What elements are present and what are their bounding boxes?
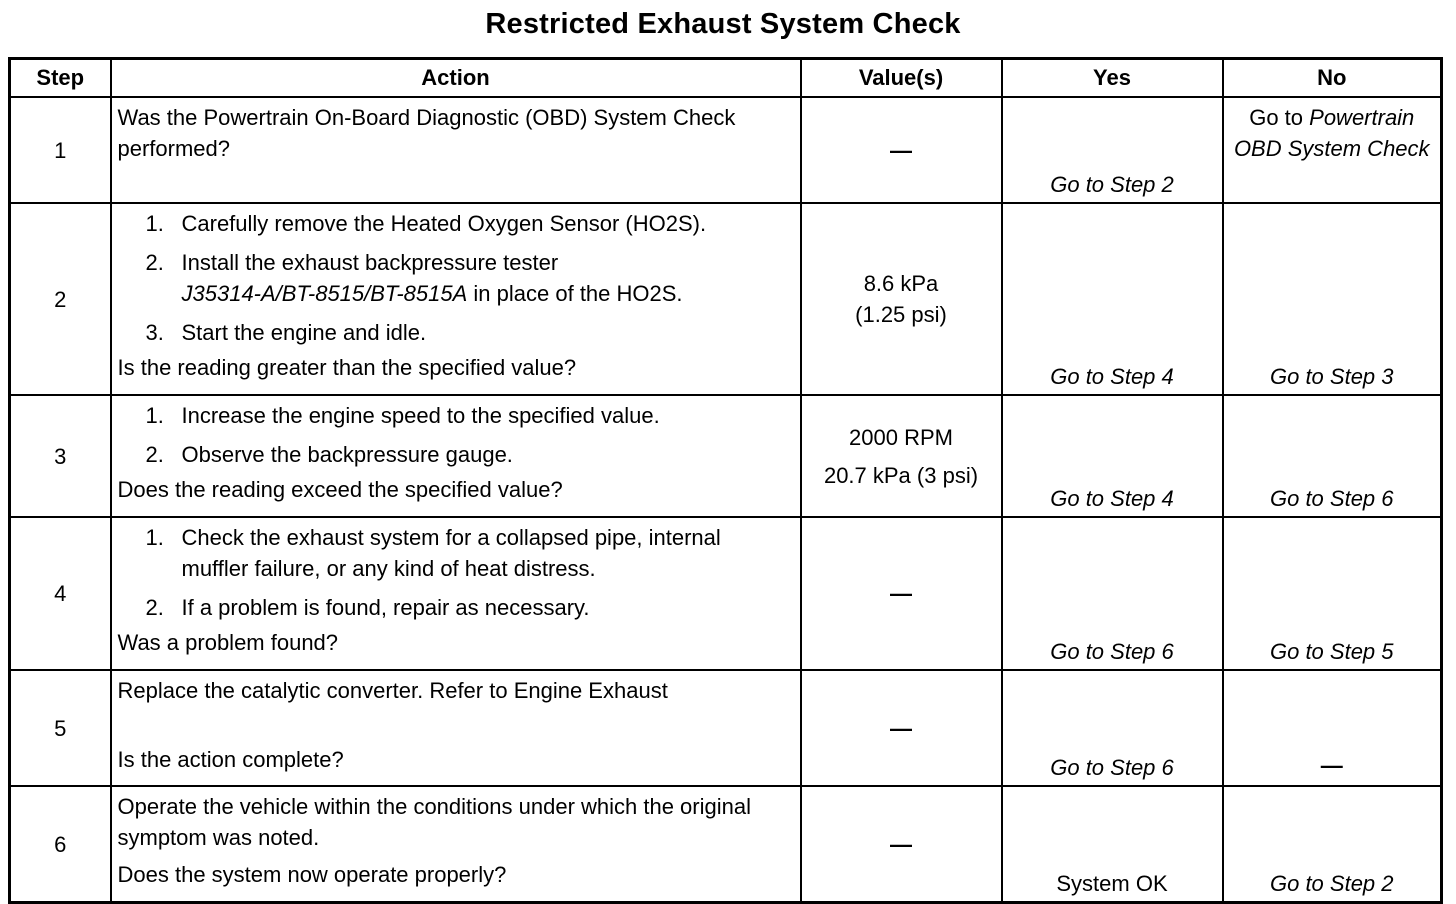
yes-cell: System OK bbox=[1002, 786, 1223, 903]
yes-cell: Go to Step 6 bbox=[1002, 670, 1223, 786]
list-text: Increase the engine speed to the specified value. bbox=[181, 403, 660, 428]
yes-cell: Go to Step 4 bbox=[1002, 203, 1223, 395]
action-question: Is the reading greater than the specified value? bbox=[117, 355, 577, 380]
step-number: 1 bbox=[10, 97, 111, 203]
no-cell: Go to Step 5 bbox=[1223, 517, 1442, 670]
list-text: Check the exhaust system for a collapsed pipe, internal muffler failure, or any kind of heat distress. bbox=[181, 525, 721, 581]
action-instruction: Replace the catalytic converter. Refer to Engine Exhaust bbox=[117, 678, 668, 703]
list-text: in place of the HO2S. bbox=[473, 281, 683, 306]
action-cell bbox=[111, 670, 801, 786]
table-row bbox=[10, 395, 1442, 517]
header-action: Action bbox=[111, 59, 801, 98]
list-number: 1. bbox=[145, 525, 164, 550]
list-item bbox=[118, 208, 794, 239]
value-line: (1.25 psi) bbox=[855, 302, 947, 327]
value-cell bbox=[801, 517, 1002, 670]
no-prefix: Go to bbox=[1249, 105, 1304, 130]
table-row bbox=[10, 517, 1442, 670]
step-number: 5 bbox=[10, 670, 111, 786]
value-line: 8.6 kPa bbox=[863, 271, 939, 296]
list-number: 1. bbox=[145, 211, 164, 236]
action-cell bbox=[111, 203, 801, 395]
step-number: 2 bbox=[10, 203, 111, 395]
header-no: No bbox=[1223, 59, 1442, 98]
table-row bbox=[10, 670, 1442, 786]
no-cell bbox=[1223, 97, 1442, 203]
list-item bbox=[118, 592, 794, 623]
value-line: 2000 RPM bbox=[849, 424, 953, 450]
list-text: Start the engine and idle. bbox=[181, 320, 427, 345]
value-dash: — bbox=[890, 715, 912, 741]
list-number: 2. bbox=[145, 250, 164, 275]
diagnostic-table bbox=[8, 57, 1443, 904]
action-cell bbox=[111, 786, 801, 903]
value-cell bbox=[801, 670, 1002, 786]
no-link-text: Powertrain OBD System Check bbox=[1233, 105, 1430, 161]
step-number: 6 bbox=[10, 786, 111, 903]
action-instruction: Operate the vehicle within the conditions under which the original symptom was noted. bbox=[117, 794, 751, 850]
value-cell bbox=[801, 203, 1002, 395]
list-text: Carefully remove the Heated Oxygen Sensor (HO2S). bbox=[181, 211, 707, 236]
value-dash: — bbox=[890, 831, 912, 857]
table-row bbox=[10, 786, 1442, 903]
tool-number: J35314-A/BT-8515/BT-8515A bbox=[181, 281, 468, 306]
page-title: Restricted Exhaust System Check bbox=[485, 8, 961, 40]
table-header-row bbox=[10, 59, 1442, 98]
list-item bbox=[118, 400, 794, 431]
yes-cell: Go to Step 2 bbox=[1002, 97, 1223, 203]
action-list bbox=[118, 208, 794, 348]
list-item bbox=[118, 247, 794, 309]
step-number: 4 bbox=[10, 517, 111, 670]
list-number: 2. bbox=[145, 442, 164, 467]
table-row bbox=[10, 97, 1442, 203]
no-cell: Go to Step 6 bbox=[1223, 395, 1442, 517]
action-question: Was the Powertrain On-Board Diagnostic (OBD) System Check performed? bbox=[117, 105, 736, 161]
list-number: 2. bbox=[145, 595, 164, 620]
table-row bbox=[10, 203, 1442, 395]
value-line: 20.7 kPa (3 psi) bbox=[823, 462, 979, 488]
action-list bbox=[118, 522, 794, 623]
header-yes: Yes bbox=[1002, 59, 1223, 98]
action-question: Does the reading exceed the specified value? bbox=[117, 477, 563, 502]
value-cell bbox=[801, 786, 1002, 903]
list-number: 1. bbox=[145, 403, 164, 428]
action-question: Is the action complete? bbox=[117, 747, 344, 772]
list-text: Observe the backpressure gauge. bbox=[181, 442, 513, 467]
action-cell bbox=[111, 395, 801, 517]
list-text: If a problem is found, repair as necessary. bbox=[181, 595, 590, 620]
no-dash: — bbox=[1320, 753, 1343, 778]
no-cell bbox=[1223, 670, 1442, 786]
value-cell bbox=[801, 395, 1002, 517]
value-cell bbox=[801, 97, 1002, 203]
list-item bbox=[118, 439, 794, 470]
yes-cell: Go to Step 6 bbox=[1002, 517, 1223, 670]
list-text: Install the exhaust backpressure tester bbox=[181, 250, 559, 275]
action-question: Was a problem found? bbox=[117, 630, 339, 655]
no-cell: Go to Step 3 bbox=[1223, 203, 1442, 395]
no-cell: Go to Step 2 bbox=[1223, 786, 1442, 903]
action-cell bbox=[111, 97, 801, 203]
header-values: Value(s) bbox=[801, 59, 1002, 98]
action-cell bbox=[111, 517, 801, 670]
action-list bbox=[118, 400, 794, 470]
value-dash: — bbox=[890, 581, 912, 606]
list-item bbox=[118, 522, 794, 584]
yes-cell: Go to Step 4 bbox=[1002, 395, 1223, 517]
list-item bbox=[118, 317, 794, 348]
value-dash: — bbox=[890, 137, 912, 163]
header-step: Step bbox=[10, 59, 111, 98]
action-question: Does the system now operate properly? bbox=[117, 862, 507, 887]
list-number: 3. bbox=[145, 320, 164, 345]
step-number: 3 bbox=[10, 395, 111, 517]
